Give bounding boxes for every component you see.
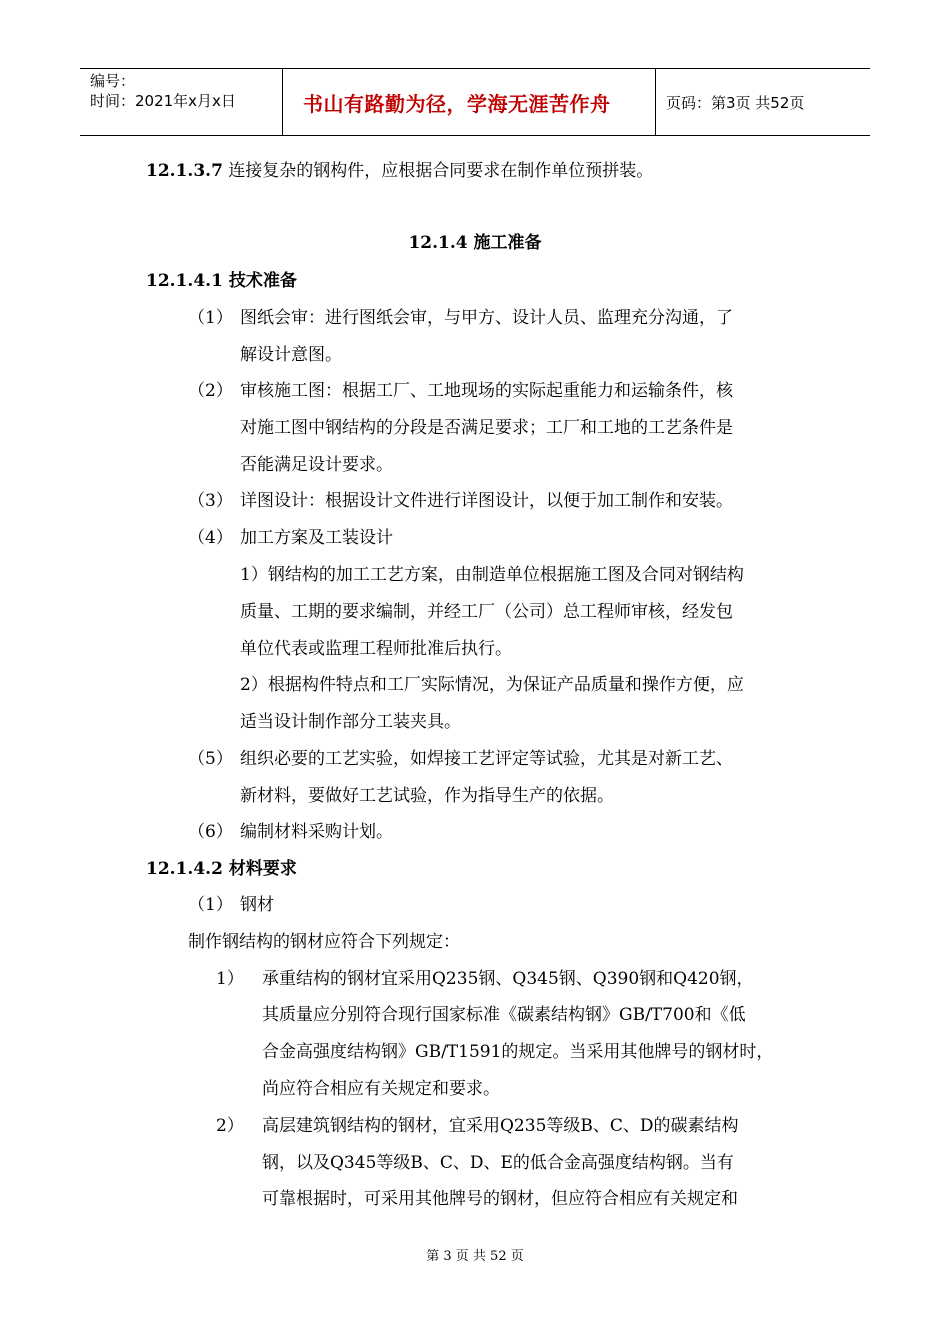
subitem-text: 质量、工期的要求编制，并经工厂（公司）总工程师审核，经发包 bbox=[240, 602, 733, 622]
item-text: 审核施工图：根据工厂、工地现场的实际起重能力和运输条件，核 bbox=[240, 381, 733, 401]
header-meta bbox=[80, 69, 282, 135]
item-number: （4） bbox=[188, 528, 233, 548]
item-text: 对施工图中钢结构的分段是否满足要求；工厂和工地的工艺条件是 bbox=[240, 418, 733, 438]
steel-item-text: 其质量应分别符合现行国家标准《碳素结构钢》GB/T700和《低 bbox=[262, 1005, 746, 1025]
steel-item-text: 承重结构的钢材宜采用Q235钢、Q345钢、Q390钢和Q420钢， bbox=[262, 969, 754, 989]
steel-item-text: 可靠根据时，可采用其他牌号的钢材，但应符合相应有关规定和 bbox=[262, 1189, 738, 1209]
time-label: 时间：2021年x月x日 bbox=[90, 92, 236, 110]
steel-item-text: 高层建筑钢结构的钢材，宜采用Q235等级B、C、D的碳素结构 bbox=[262, 1116, 739, 1136]
header-page-info bbox=[656, 69, 870, 135]
item-text: 否能满足设计要求。 bbox=[240, 455, 393, 475]
steel-item-text: 合金高强度结构钢》GB/T1591的规定。当采用其他牌号的钢材时， bbox=[262, 1042, 774, 1062]
subsection-material: 12.1.4.2 材料要求 bbox=[146, 859, 297, 879]
item-text: 解设计意图。 bbox=[240, 345, 342, 365]
steel-intro: 制作钢结构的钢材应符合下列规定： bbox=[188, 932, 460, 952]
paragraph-text: 连接复杂的钢构件，应根据合同要求在制作单位预拼装。 bbox=[228, 161, 654, 181]
paragraph-12-1-3-7 bbox=[146, 160, 653, 182]
header-motto-cell bbox=[282, 69, 656, 135]
item-text: 图纸会审：进行图纸会审，与甲方、设计人员、监理充分沟通，了 bbox=[240, 308, 733, 328]
page-footer: 第 3 页 共 52 页 bbox=[426, 1249, 524, 1264]
item-text: 钢材 bbox=[240, 895, 274, 915]
item-number: （5） bbox=[188, 749, 233, 769]
section-title: 12.1.4 施工准备 bbox=[408, 233, 542, 253]
subitem-text: 适当设计制作部分工装夹具。 bbox=[240, 712, 461, 732]
item-text: 新材料，要做好工艺试验，作为指导生产的依据。 bbox=[240, 786, 614, 806]
steel-item-number: 2） bbox=[216, 1116, 244, 1136]
steel-item-text: 钢，以及Q345等级B、C、D、E的低合金高强度结构钢。当有 bbox=[262, 1153, 734, 1173]
number-label: 编号： bbox=[90, 72, 136, 90]
page-info: 页码：第3页 共52页 bbox=[666, 93, 805, 112]
item-number: （2） bbox=[188, 381, 233, 401]
paragraph-number: 12.1.3.7 bbox=[146, 161, 223, 181]
item-text: 组织必要的工艺实验，如焊接工艺评定等试验，尤其是对新工艺、 bbox=[240, 749, 733, 769]
item-number: （1） bbox=[188, 895, 233, 915]
subitem-text: 2）根据构件特点和工厂实际情况，为保证产品质量和操作方便，应 bbox=[240, 675, 744, 695]
motto: 书山有路勤为径，学海无涯苦作舟 bbox=[303, 91, 611, 116]
item-number: （1） bbox=[188, 308, 233, 328]
header-table bbox=[80, 68, 870, 136]
steel-item-text: 尚应符合相应有关规定和要求。 bbox=[262, 1079, 500, 1099]
item-text: 加工方案及工装设计 bbox=[240, 528, 393, 548]
subitem-text: 单位代表或监理工程师批准后执行。 bbox=[240, 639, 512, 659]
steel-item-number: 1） bbox=[216, 969, 244, 989]
subitem-text: 1）钢结构的加工工艺方案，由制造单位根据施工图及合同对钢结构 bbox=[240, 565, 744, 585]
item-number: （6） bbox=[188, 822, 233, 842]
item-text: 详图设计：根据设计文件进行详图设计，以便于加工制作和安装。 bbox=[240, 491, 733, 511]
subsection-tech-prep: 12.1.4.1 技术准备 bbox=[146, 271, 297, 291]
item-text: 编制材料采购计划。 bbox=[240, 822, 393, 842]
item-number: （3） bbox=[188, 491, 233, 511]
